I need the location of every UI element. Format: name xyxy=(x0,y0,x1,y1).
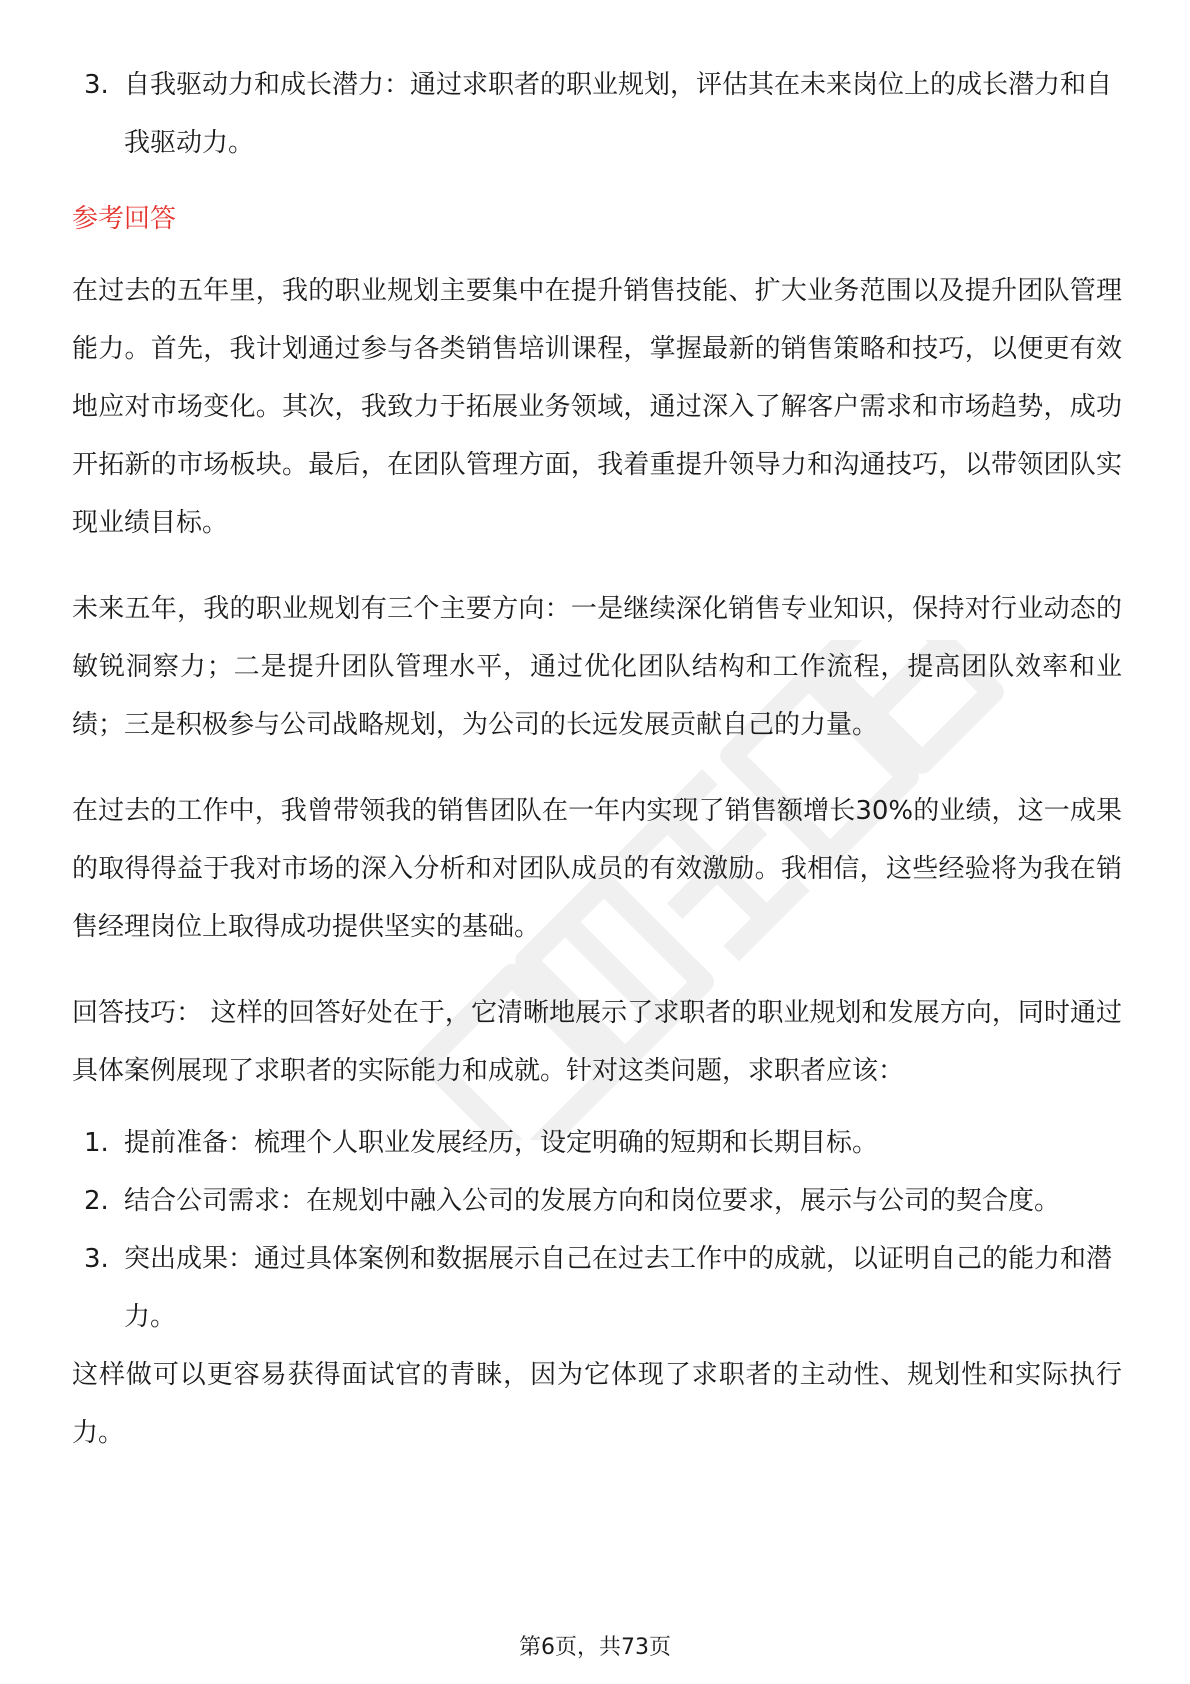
page-footer: 第6页，共73页 xyxy=(519,1635,671,1660)
section-heading: 参考回答 xyxy=(72,204,177,234)
document-body xyxy=(72,56,1122,1490)
list-item-number: 1. xyxy=(84,1128,109,1158)
closing-paragraph: 这样做可以更容易获得面试官的青睐，因为它体现了求职者的主动性、规划性和实际执行力。 xyxy=(72,1360,1122,1448)
evaluation-points-list xyxy=(72,56,1122,172)
list-item-number: 3. xyxy=(84,1244,109,1274)
list-item-number: 2. xyxy=(84,1186,109,1216)
list-item-text: 自我驱动力和成长潜力：通过求职者的职业规划，评估其在未来岗位上的成长潜力和自我驱动力。 xyxy=(124,70,1113,158)
answer-paragraph-past: 在过去的五年里，我的职业规划主要集中在提升销售技能、扩大业务范围以及提升团队管理能力。首先，我计划通过参与各类销售培训课程，掌握最新的销售策略和技巧，以便更有效地应对市场变化。其次，我致力于拓展业务领域，通过深入了解客户需求和市场趋势，成功开拓新的市场板块。最后，在团队管理方面，我着重提升领导力和沟通技巧，以带领团队实现业绩目标。 xyxy=(72,276,1122,538)
list-item-number: 3. xyxy=(84,70,109,100)
list-item xyxy=(72,1230,1122,1346)
answer-paragraph-future: 未来五年，我的职业规划有三个主要方向：一是继续深化销售专业知识，保持对行业动态的敏锐洞察力；二是提升团队管理水平，通过优化团队结构和工作流程，提高团队效率和业绩；三是积极参与公司战略规划，为公司的长远发展贡献自己的力量。 xyxy=(72,594,1122,740)
tips-list xyxy=(72,1114,1122,1346)
list-item xyxy=(72,56,1122,172)
answer-paragraph-achievement: 在过去的工作中，我曾带领我的销售团队在一年内实现了销售额增长30%的业绩，这一成果的取得得益于我对市场的深入分析和对团队成员的有效激励。我相信，这些经验将为我在销售经理岗位上取得成功提供坚实的基础。 xyxy=(72,796,1122,942)
list-item-text: 提前准备：梳理个人职业发展经历，设定明确的短期和长期目标。 xyxy=(124,1128,879,1158)
list-item-text: 结合公司需求：在规划中融入公司的发展方向和岗位要求，展示与公司的契合度。 xyxy=(124,1186,1061,1216)
answer-tips-paragraph: 回答技巧： 这样的回答好处在于，它清晰地展示了求职者的职业规划和发展方向，同时通过具体案例展现了求职者的实际能力和成就。针对这类问题，求职者应该： xyxy=(72,998,1122,1086)
list-item xyxy=(72,1172,1122,1230)
list-item-text: 突出成果：通过具体案例和数据展示自己在过去工作中的成就，以证明自己的能力和潜力。 xyxy=(124,1244,1113,1332)
list-item xyxy=(72,1114,1122,1172)
